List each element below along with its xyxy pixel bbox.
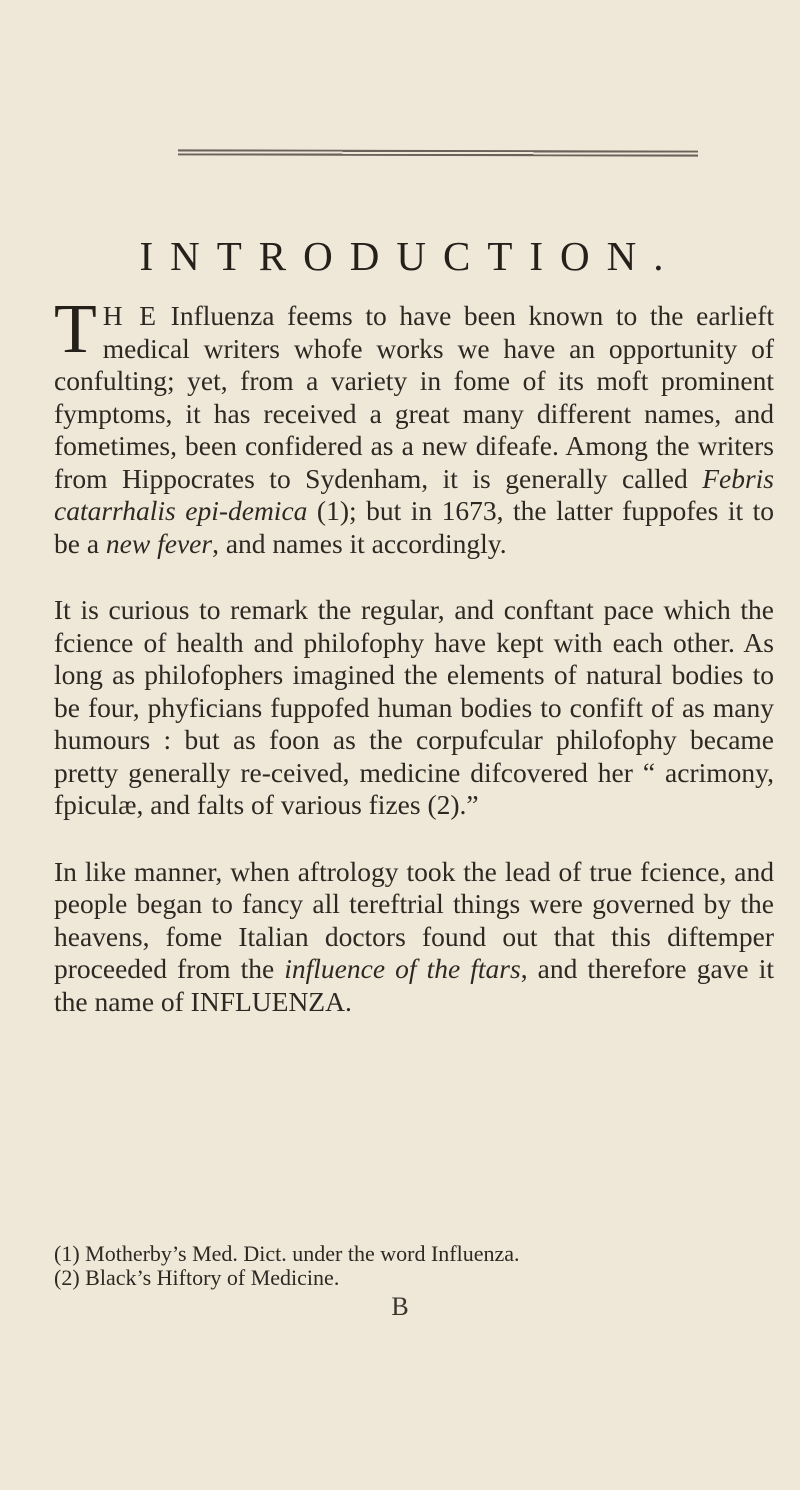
paragraph-3-italic-1: influence of the ftars — [284, 953, 521, 984]
paragraph-2: It is curious to remark the regular, and conftant pace which the fcience of health and philofophy have kept with each other. As long as philofophers imagined the elements of natural bodies to be four, phyficians fuppofed human bodies to confift of as many humours : but as foon as the corpufcular philofophy became pretty generally re-ceived, medicine difcovered her “ acrimony, fpiculæ, and falts of various fizes (2).” — [54, 594, 774, 820]
paragraph-1-text-3: , and names it accordingly. — [212, 527, 507, 559]
header-rule — [178, 149, 698, 156]
footnotes — [54, 1242, 774, 1290]
paragraph-1-text-1: Influenza feems to have been known to the earlieft medical writers whofe works we have an opportunity of confulting; yet, from a variety in fome of its moft prominent fymptoms, it has received a great many different names, and fometimes, been confidered as a new difeafe. Among the writers from Hippocrates to Sydenham, it is generally called — [54, 300, 774, 494]
paragraph-3 — [54, 856, 774, 1019]
footnote-1: (1) Motherby’s Med. Dict. under the word Influenza. — [54, 1241, 520, 1266]
drop-cap: T — [54, 291, 97, 368]
paragraph-1-italic-1: Febris catarrhalis epi-demica — [54, 462, 774, 526]
paragraph-1-text-2: (1); but in 1673, the latter fuppofes it to be a — [54, 495, 774, 559]
paragraph-1 — [54, 291, 774, 560]
paragraph-3-text-2: , and therefore gave it the name of INFLUENZA. — [54, 953, 774, 1017]
paragraph-1-italic-2: new fever — [105, 527, 213, 559]
page-title: INTRODUCTION. — [139, 233, 681, 279]
body-text — [54, 291, 774, 1052]
signature-mark: B — [391, 1292, 409, 1321]
paragraph-3-text-1: In like manner, when aftrology took the lead of true fcience, and people began to fancy all tereftrial things were governed by the heavens, fome Italian doctors found out that this diftemper proceeded from the — [54, 855, 774, 984]
paragraph-1-lead: H E — [102, 300, 159, 331]
footnote-2: (2) Black’s Hiftory of Medicine. — [54, 1265, 340, 1290]
